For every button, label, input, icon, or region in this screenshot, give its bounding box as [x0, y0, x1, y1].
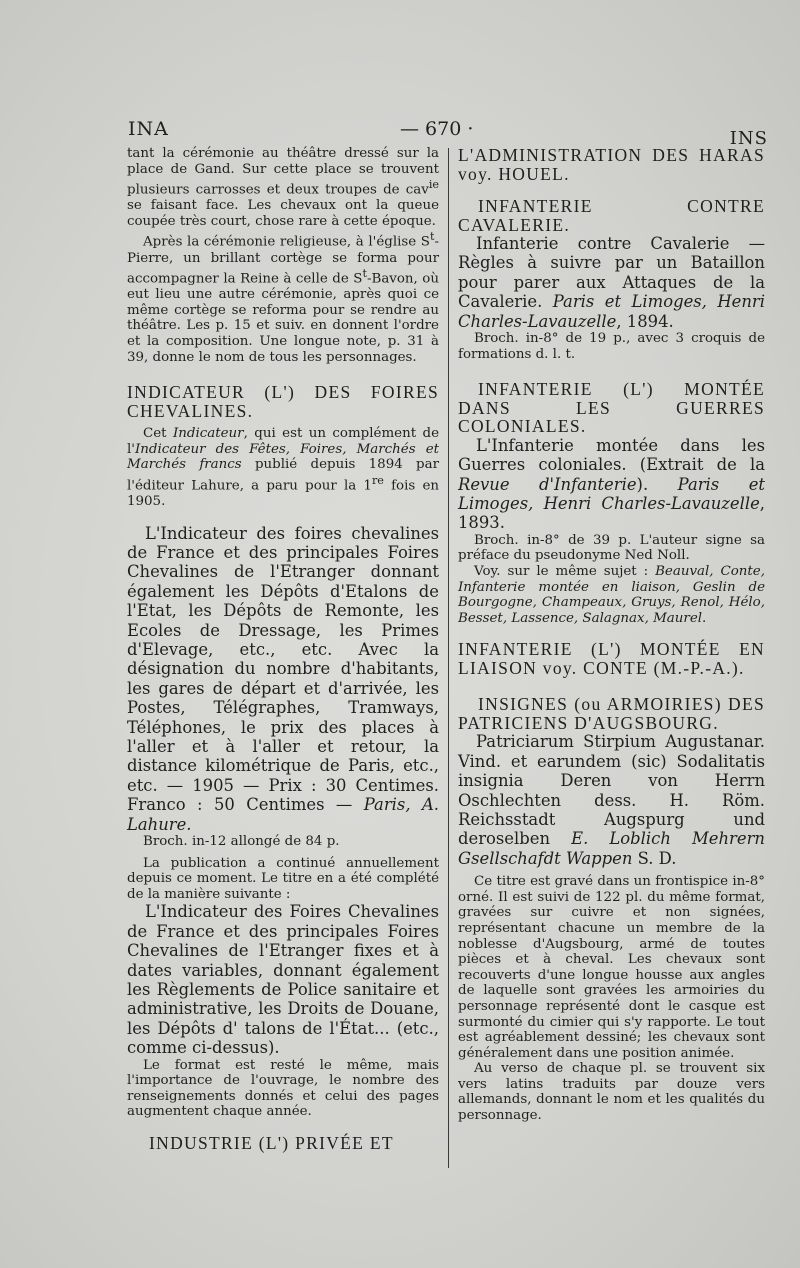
left-paragraph-6: La publication a continué annuellement depuis ce moment. Le titre en a été complété de la manière suivante : — [127, 855, 439, 902]
right-paragraph-2: Broch. in-8° de 19 p., avec 3 croquis de formations d. l. t. — [458, 331, 765, 362]
right-paragraph-3: L'Infanterie montée dans les Guerres coloniales. (Extrait de la Revue d'Infanterie). Paris et Limoges, Henri Charles-Lavauzelle, 1893. — [458, 435, 765, 533]
running-header — [128, 118, 768, 148]
entry-heading-industrie: INDUSTRIE (L') PRIVÉE ET — [149, 1133, 394, 1154]
entry-heading-infanterie-liaison: INFANTERIE (L') MONTÉE EN LIAISON voy. CONTE (M.-P.-A.). — [458, 639, 765, 678]
header-right-word: INS — [729, 128, 768, 149]
right-paragraph-5: Voy. sur le même sujet : Beauval, Conte, Infanterie montée en liaison, Geslin de Bourgogne, Champeaux, Gruys, Renol, Hélo, Besset, Lassence, Salagnax, Maurel. — [458, 563, 765, 626]
right-paragraph-7: Ce titre est gravé dans un frontispice in-8° orné. Il est suivi de 122 pl. du même format, gravées sur cuivre et non signées, représentant chacune un membre de la noblesse d'Augsbourg, armé de toutes pièces et à cheval. Les chevaux sont recouverts d'une longue housse aux angles de laquelle sont gravées les armoiries du personnage représenté dont le casque est surmonté du cimier qui s'y rapporte. Le tout est agréablement dessiné; les chevaux sont généralement dans une position animée. — [458, 874, 765, 1061]
right-column — [458, 146, 765, 1124]
entry-heading-indicateur: INDICATEUR (L') DES FOIRES CHEVALINES. — [127, 382, 439, 421]
left-column — [127, 146, 439, 1153]
left-paragraph-1: tant la cérémonie au théâtre dressé sur la place de Gand. Sur cette place se trouvent plusieurs carrosses et deux troupes de cav$^{ie}$ se faisant face. Les chevaux ont la queue coupée très court, chose rare à cette époque. — [127, 146, 439, 229]
column-divider — [448, 148, 449, 1168]
left-paragraph-2: Après la cérémonie religieuse, à l'église $S^t$-Pierre, un brillant cortège se forma pour accompagner la Reine à celle de $S^t$-Bavon, où eut lieu une autre cérémonie, après quoi ce même cortège se reforma pour se rendre au théâtre. Les p. 15 et suiv. en donnent l'ordre et la composition. Une longue note, p. 31 à 39, donne le nom de tous les personnages. — [127, 230, 439, 365]
right-paragraph-4: Broch. in-8° de 39 p. L'auteur signe sa préface du pseudonyme Ned Noll. — [458, 532, 765, 564]
page-number: — 670 · — [400, 118, 474, 140]
left-paragraph-5: Broch. in-12 allongé de 84 p. — [143, 834, 340, 850]
entry-heading-infanterie-coloniales: INFANTERIE (L') MONTÉE DANS LES GUERRES COLONIALES. — [458, 379, 765, 437]
entry-heading-infanterie-cavalerie: INFANTERIE CONTRE CAVALERIE. — [458, 196, 765, 235]
left-paragraph-4: L'Indicateur des foires chevalines de France et des principales Foires Chevalines de l'Etranger donnant également les Dépôts d'Etalons de l'Etat, les Dépôts de Remonte, les Ecoles de Dressage, les Primes d'Elevage, etc., etc. Avec la désignation du nombre d'habitants, les gares de départ et d'arrivée, les Postes, Télégraphes, Tramways, Téléphones, le prix des places à l'aller et à l'aller et retour, la distance kilométrique de Paris, etc., etc. — 1905 — Prix : 30 Centimes. Franco : 50 Centimes — Paris, A. Lahure. — [127, 523, 439, 834]
right-paragraph-1: Infanterie contre Cavalerie — Règles à suivre par un Bataillon pour parer aux Attaques de la Cavalerie. Paris et Limoges, Henri Charles-Lavauzelle, 1894. — [458, 234, 765, 331]
header-left-word: INA — [128, 118, 169, 140]
entry-heading-administration: L'ADMINISTRATION DES HARAS voy. HOUEL. — [458, 145, 765, 184]
entry-heading-insignes: INSIGNES (ou ARMOIRIES) DES PATRICIENS D'AUGSBOURG. — [458, 694, 765, 733]
left-paragraph-8: Le format est resté le même, mais l'importance de l'ouvrage, le nombre des renseignements donnés et celui des pages augmentent chaque année. — [127, 1057, 439, 1120]
left-paragraph-7: L'Indicateur des Foires Chevalines de France et des principales Foires Chevalines de l'Etranger fixes et à dates variables, donnant également les Règlements de Police sanitaire et administrative, les Droits de Douane, les Dépôts d' talons de l'État... (etc., comme ci-dessus). — [127, 902, 439, 1058]
right-paragraph-6: Patriciarum Stirpium Augustanar. Vind. et earundem (sic) Sodalitatis insignia Deren von Herrn Oschlechten dess. H. Röm. Reichsstadt Augspurg und deroselben E. Loblich Mehrern Gsellschafdt Wappen S. D. — [458, 732, 765, 868]
right-paragraph-8: Au verso de chaque pl. se trouvent six vers latins traduits par douze vers allemands, donnant le nom et les qualités du personnage. — [458, 1061, 765, 1124]
left-paragraph-3: Cet Indicateur, qui est un complément de l'Indicateur des Fêtes, Foires, Marchés et Marchés francs publié depuis 1894 par l'éditeur Lahure, a paru pour la 1re fois en 1905. — [127, 426, 440, 509]
